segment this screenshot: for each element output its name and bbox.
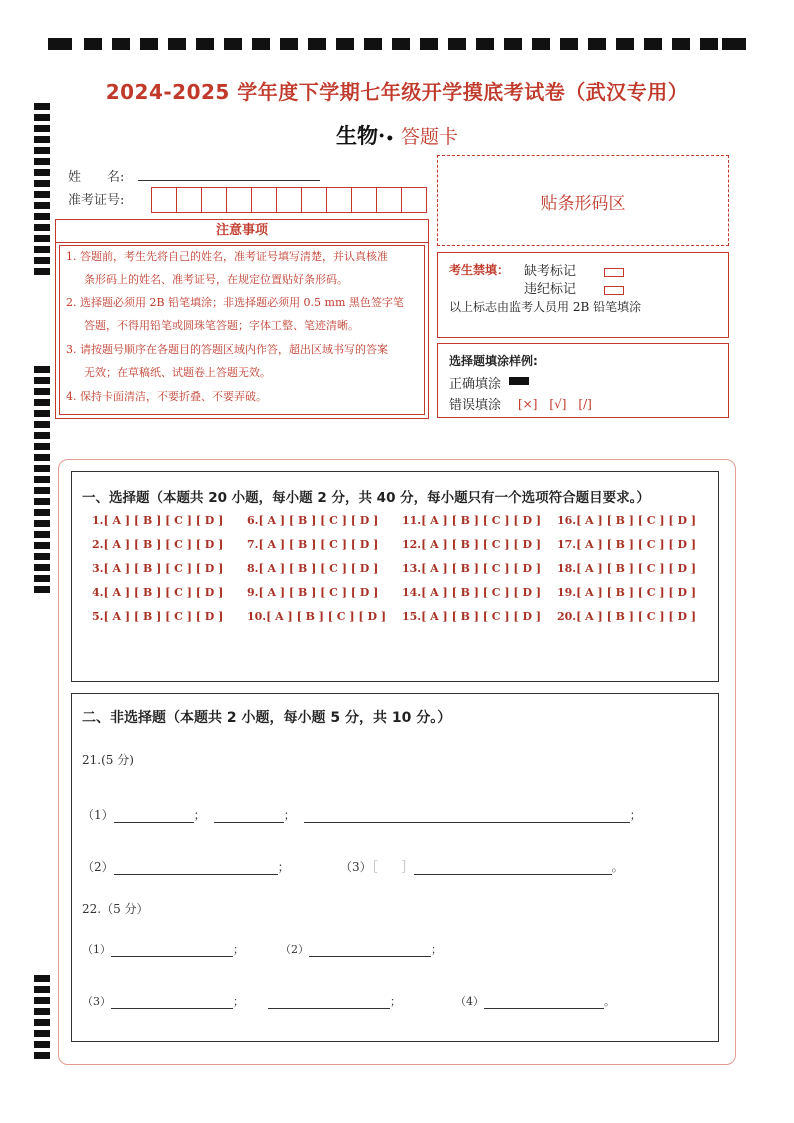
q21-part1-blank-a[interactable] <box>114 808 194 823</box>
ticket-label: 准考证号: <box>68 193 125 208</box>
q21-part2-blank[interactable] <box>114 860 278 875</box>
q22-part3 <box>82 993 244 1009</box>
notice-line: 条形码上的姓名、准考证号，在规定位置贴好条形码。 <box>84 273 348 286</box>
wrong-fill-label: 错误填涂 <box>449 398 502 413</box>
section2-title: 二、非选择题（本题共 2 小题，每小题 5 分，共 10 分。） <box>82 710 452 726</box>
q22-part4 <box>455 993 615 1009</box>
q21-part1-blank-b[interactable] <box>214 808 284 823</box>
wrong-fill-samples: [×] [√] [/] <box>518 397 592 411</box>
notice-panel <box>55 219 429 419</box>
notice-line: 1. 答题前，考生先将自己的姓名，准考证号填写清楚，并认真核准 <box>66 250 388 263</box>
forbid-note: 以上标志由监考人员用 2B 铅笔填涂 <box>449 300 642 314</box>
q22-part4-label: （4） <box>455 995 484 1008</box>
subtitle <box>0 120 794 150</box>
question-4[interactable]: 4.[ A ] [ B ] [ C ] [ D ] <box>92 586 224 599</box>
question-20[interactable]: 20.[ A ] [ B ] [ C ] [ D ] <box>557 610 697 623</box>
violation-mark-box[interactable] <box>604 280 624 299</box>
q21-part3-label: （3） <box>340 860 372 874</box>
separator: ； <box>193 808 206 822</box>
q22-part3-label: （3） <box>82 995 111 1008</box>
question-16[interactable]: 16.[ A ] [ B ] [ C ] [ D ] <box>557 514 697 527</box>
barcode-label: 贴条形码区 <box>540 194 626 214</box>
left-timing-marks-bottom <box>34 975 52 1065</box>
q21-part3 <box>340 858 624 875</box>
question-14[interactable]: 14.[ A ] [ B ] [ C ] [ D ] <box>402 586 542 599</box>
q21-part2-label: （2） <box>82 860 114 874</box>
subject-label: 生物· <box>336 123 386 148</box>
notice-title: 注意事项 <box>56 220 428 243</box>
q21-part3-blank[interactable] <box>414 860 612 875</box>
question-7[interactable]: 7.[ A ] [ B ] [ C ] [ D ] <box>247 538 379 551</box>
q22-part2-blank[interactable] <box>309 944 431 957</box>
question-18[interactable]: 18.[ A ] [ B ] [ C ] [ D ] <box>557 562 697 575</box>
question-2[interactable]: 2.[ A ] [ B ] [ C ] [ D ] <box>92 538 224 551</box>
notice-line: 4. 保持卡面清洁，不要折叠、不要弄破。 <box>66 390 267 403</box>
ticket-number-boxes[interactable] <box>152 187 427 213</box>
q22-part4-blank[interactable] <box>484 996 604 1009</box>
q22-blank-extra <box>268 993 401 1009</box>
notice-body <box>59 245 425 415</box>
multiple-choice-section <box>71 471 719 682</box>
q21-part1-blank-c[interactable] <box>304 808 630 823</box>
question-8[interactable]: 8.[ A ] [ B ] [ C ] [ D ] <box>247 562 379 575</box>
separator: ； <box>277 860 290 874</box>
separator: ； <box>629 808 642 822</box>
question-19[interactable]: 19.[ A ] [ B ] [ C ] [ D ] <box>557 586 697 599</box>
violation-mark-label: 违纪标记 <box>524 282 577 297</box>
question-5[interactable]: 5.[ A ] [ B ] [ C ] [ D ] <box>92 610 224 623</box>
separator: ； <box>233 995 244 1008</box>
top-timing-marks <box>48 38 746 52</box>
q21-part1 <box>82 806 642 823</box>
forbid-label: 考生禁填： <box>449 263 510 277</box>
period: 。 <box>611 860 624 874</box>
q22-part1-blank[interactable] <box>111 944 233 957</box>
fill-sample-panel <box>437 343 729 418</box>
separator: ； <box>283 808 296 822</box>
question-9[interactable]: 9.[ A ] [ B ] [ C ] [ D ] <box>247 586 379 599</box>
correct-fill-sample <box>509 377 529 385</box>
barcode-area <box>437 155 729 246</box>
question-12[interactable]: 12.[ A ] [ B ] [ C ] [ D ] <box>402 538 542 551</box>
name-label: 姓 名: <box>68 170 125 185</box>
separator: ； <box>390 995 401 1008</box>
separator: ； <box>233 943 244 956</box>
examinee-forbidden-panel <box>437 252 729 338</box>
question-3[interactable]: 3.[ A ] [ B ] [ C ] [ D ] <box>92 562 224 575</box>
question-1[interactable]: 1.[ A ] [ B ] [ C ] [ D ] <box>92 514 224 527</box>
question-17[interactable]: 17.[ A ] [ B ] [ C ] [ D ] <box>557 538 697 551</box>
q22-part3-blank[interactable] <box>111 996 233 1009</box>
sample-title: 选择题填涂样例: <box>449 354 538 368</box>
correct-fill-label: 正确填涂 <box>449 377 502 392</box>
page-title: 2024-2025 学年度下学期七年级开学摸底考试卷（武汉专用） <box>105 80 689 104</box>
section1-title: 一、选择题（本题共 20 小题，每小题 2 分，共 40 分，每小题只有一个选项符合题目要求。） <box>82 490 650 506</box>
subtitle-dot: • <box>385 131 395 147</box>
q22-part2 <box>280 941 442 957</box>
q21-part1-label: （1） <box>82 808 114 822</box>
name-input[interactable] <box>138 180 320 181</box>
notice-line: 3. 请按题号顺序在各题目的答题区域内作答，超出区域书写的答案 <box>66 343 388 356</box>
question-15[interactable]: 15.[ A ] [ B ] [ C ] [ D ] <box>402 610 542 623</box>
question-6[interactable]: 6.[ A ] [ B ] [ C ] [ D ] <box>247 514 379 527</box>
absent-mark-box[interactable] <box>604 262 624 281</box>
q22-part3-blank-b[interactable] <box>268 996 390 1009</box>
absent-mark-label: 缺考标记 <box>524 264 577 279</box>
q21-part3-bracket[interactable]: ［ ］ <box>371 860 414 874</box>
notice-line: 答题，不得用铅笔或圆珠笔答题；字体工整、笔迹清晰。 <box>84 319 359 332</box>
q22-part2-label: （2） <box>280 943 309 956</box>
question-10[interactable]: 10.[ A ] [ B ] [ C ] [ D ] <box>247 610 387 623</box>
q22-part1 <box>82 941 244 957</box>
question-21-heading: 21.(5 分) <box>82 753 134 767</box>
question-22-heading: 22.（5 分） <box>82 902 149 916</box>
q22-part1-label: （1） <box>82 943 111 956</box>
card-label: 答题卡 <box>400 126 458 148</box>
notice-line: 2. 选择题必须用 2B 铅笔填涂；非选择题必须用 0.5 mm 黑色签字笔 <box>66 296 404 309</box>
period: 。 <box>604 995 615 1008</box>
separator: ； <box>431 943 442 956</box>
left-timing-marks-middle <box>34 366 52 598</box>
question-11[interactable]: 11.[ A ] [ B ] [ C ] [ D ] <box>402 514 542 527</box>
notice-line: 无效；在草稿纸、试题卷上答题无效。 <box>84 366 271 379</box>
q21-part2 <box>82 858 290 875</box>
question-13[interactable]: 13.[ A ] [ B ] [ C ] [ D ] <box>402 562 542 575</box>
